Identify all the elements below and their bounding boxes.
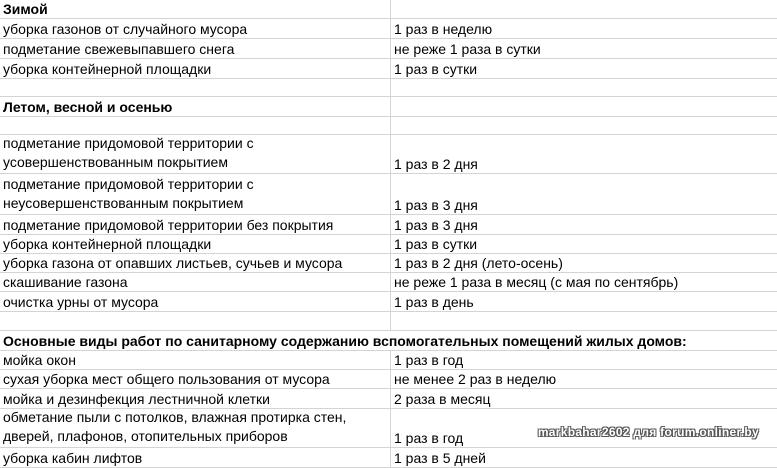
frequency-cell: 1 раз в 2 дня [394,156,478,172]
empty-cell [391,117,777,134]
section-header-row [0,97,777,117]
table-row [0,235,777,254]
table-row [0,292,777,312]
table-row [0,19,777,39]
task-cell: уборка кабин лифтов [0,448,391,467]
task-cell: уборка газонов от случайного мусора [0,19,391,38]
table-row [0,351,777,370]
section-title-winter: Зимой [0,0,391,18]
task-cell: очистка урны от мусора [0,292,391,311]
section-title-summer: Летом, весной и осенью [0,97,391,116]
task-cell: мойка окон [0,351,391,369]
section-header-row [0,331,777,351]
empty-cell [0,312,391,330]
frequency-cell: 1 раз в год [394,430,464,446]
table-row [0,370,777,389]
task-cell: подметание придомовой территории с усовершенствованным покрытием [0,135,391,173]
table-row [0,448,777,468]
empty-row [0,79,777,97]
frequency-cell: 1 раз в 5 дней [394,450,486,466]
empty-cell [0,117,391,134]
empty-cell [0,79,391,96]
task-cell: уборка контейнерной площадки [0,59,391,78]
frequency-cell: 1 раз в сутки [394,236,478,252]
task-cell: подметание придомовой территории без покрытия [0,215,391,234]
task-cell: уборка контейнерной площадки [0,235,391,253]
empty-cell [391,312,777,330]
empty-cell [391,97,777,116]
frequency-cell: 2 раза в месяц [394,391,491,407]
task-cell: подметание свежевыпавшего снега [0,39,391,58]
frequency-cell: не менее 2 раз в неделю [394,371,557,387]
empty-cell [391,0,777,18]
watermark-text: markbahar2602 для forum.onliner.by [537,425,759,439]
frequency-cell: не реже 1 раза в сутки [394,41,541,57]
task-cell: мойка и дезинфекция лестничной клетки [0,389,391,408]
table-row [0,135,777,174]
frequency-cell: 1 раз в сутки [394,61,478,77]
frequency-cell: 1 раз в 3 дня [394,197,478,213]
empty-row [0,117,777,135]
table-row [0,215,777,235]
task-cell: сухая уборка мест общего пользования от мусора [0,370,391,388]
section-title-auxiliary: Основные виды работ по санитарному содержанию вспомогательных помещений жилых домов: [3,333,687,349]
empty-cell [391,79,777,96]
empty-row [0,312,777,331]
task-cell: уборка газона от опавших листьев, сучьев и мусора [0,254,391,272]
frequency-cell: не реже 1 раза в месяц (с мая по сентябрь) [394,274,679,290]
task-cell: скашивание газона [0,273,391,291]
table-row [0,59,777,79]
frequency-cell: 1 раз в год [394,352,464,368]
table-row [0,389,777,409]
table-row [0,39,777,59]
frequency-cell: 1 раз в неделю [394,21,493,37]
task-cell: подметание придомовой территории с неусовершенствованным покрытием [0,174,391,214]
table-row [0,174,777,215]
task-cell: обметание пыли с потолков, влажная протирка стен, дверей, плафонов, отопительных приборов [0,409,391,447]
section-header-row [0,0,777,19]
frequency-cell: 1 раз в 3 дня [394,217,478,233]
table-row [0,273,777,292]
frequency-cell: 1 раз в 2 дня (лето-осень) [394,255,563,271]
frequency-cell: 1 раз в день [394,294,474,310]
table-row [0,254,777,273]
